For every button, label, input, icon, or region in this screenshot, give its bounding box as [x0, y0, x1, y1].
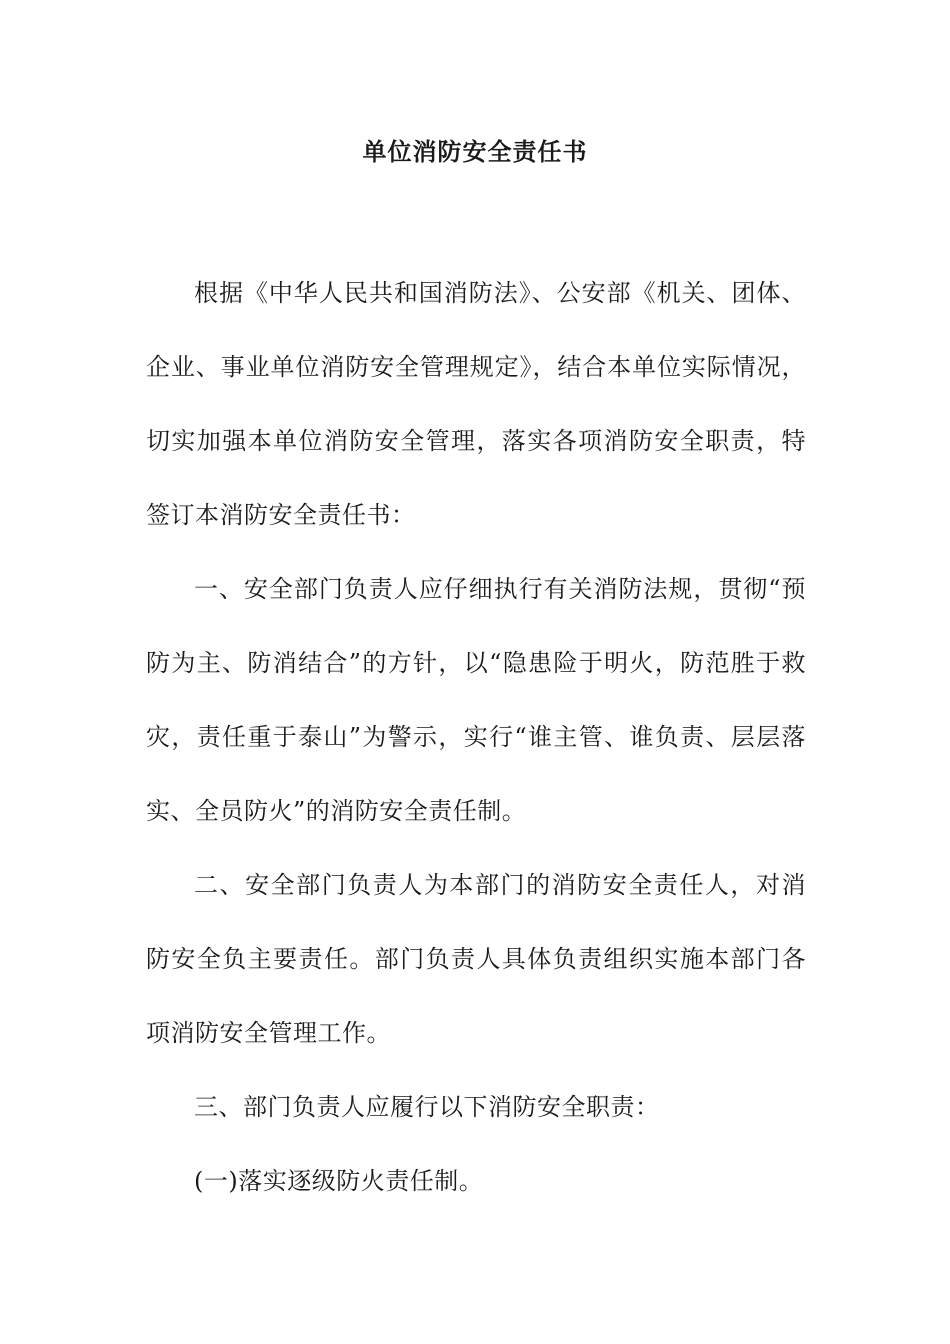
paragraph-clause-1: 一、安全部门负责人应仔细执行有关消防法规，贯彻“预防为主、防消结合”的方针，以“隐患险于明火，防范胜于救灾，责任重于泰山”为警示，实行“谁主管、谁负责、层层落实、全员防火”的消防安全责任制。 — [146, 575, 806, 825]
paragraph-subclause-1: (一)落实逐级防火责任制。 — [194, 1167, 484, 1195]
paragraph-clause-2: 二、安全部门负责人为本部门的消防安全责任人，对消防安全负主要责任。部门负责人具体负责组织实施本部门各项消防安全管理工作。 — [146, 871, 806, 1047]
document-title: 单位消防安全责任书 — [362, 138, 588, 166]
paragraph-clause-3: 三、部门负责人应履行以下消防安全职责： — [194, 1093, 660, 1121]
document-body — [146, 256, 806, 1218]
paragraph-preamble: 根据《中华人民共和国消防法》、公安部《机关、团体、企业、事业单位消防安全管理规定》，结合本单位实际情况，切实加强本单位消防安全管理，落实各项消防安全职责，特签订本消防安全责任书： — [146, 279, 806, 529]
